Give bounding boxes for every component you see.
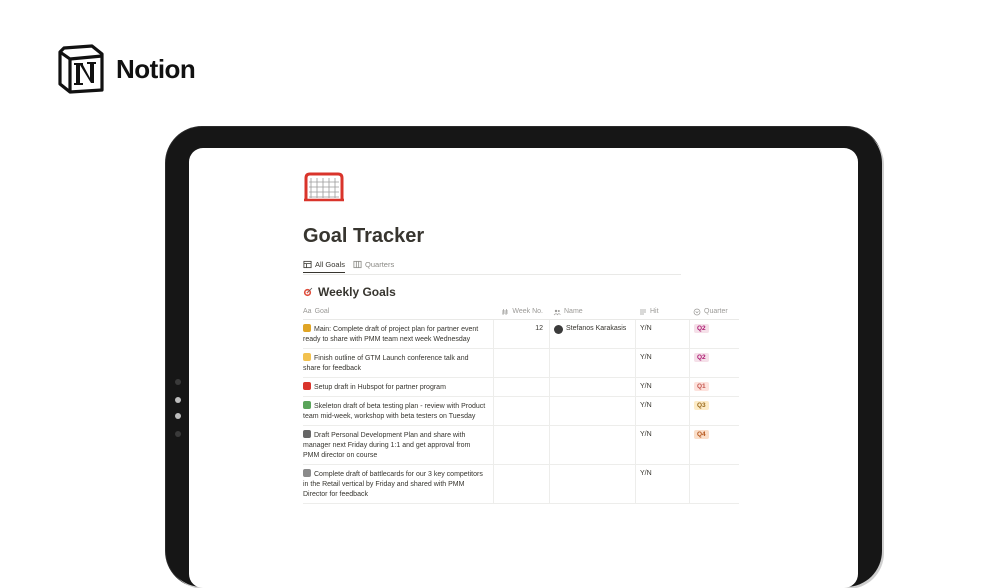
goal-text: Setup draft in Hubspot for partner program	[314, 384, 446, 391]
hit-cell[interactable]	[635, 397, 689, 425]
tablet-frame	[166, 127, 882, 587]
title-property-icon: Aa	[303, 308, 312, 315]
name-cell[interactable]	[549, 397, 635, 425]
table-header	[303, 304, 739, 320]
week-cell[interactable]	[493, 349, 549, 377]
number-icon	[501, 308, 509, 316]
hit-cell[interactable]	[635, 349, 689, 377]
hit-value: Y/N	[640, 383, 652, 390]
trophy-icon	[303, 324, 311, 332]
person-name: Stefanos Karakasis	[566, 325, 627, 332]
side-dot-active	[175, 413, 181, 419]
hit-cell[interactable]	[635, 320, 689, 348]
quarter-tag: Q1	[694, 382, 709, 391]
dart-icon	[303, 287, 313, 297]
eyes-icon	[303, 430, 311, 438]
quarter-cell[interactable]	[689, 320, 739, 348]
section-title: Weekly Goals	[318, 285, 396, 299]
quarter-tag: Q2	[694, 324, 709, 333]
table-row[interactable]	[303, 349, 739, 378]
tablet-screen	[189, 148, 858, 588]
avatar	[554, 325, 563, 334]
person-chip[interactable]	[554, 324, 635, 334]
week-cell[interactable]	[493, 426, 549, 464]
hit-value: Y/N	[640, 354, 652, 361]
week-cell[interactable]	[493, 465, 549, 503]
column-label: Name	[564, 308, 583, 315]
table-row[interactable]	[303, 320, 739, 349]
week-number: 12	[535, 325, 543, 332]
column-label: Quarter	[704, 308, 728, 315]
quarter-cell[interactable]	[689, 397, 739, 425]
goal-cell[interactable]	[303, 426, 493, 464]
name-cell[interactable]	[549, 465, 635, 503]
goal-text: Main: Complete draft of project plan for partner event ready to share with PMM team next week Wednesday	[303, 326, 479, 343]
board-icon	[353, 260, 362, 269]
table-row[interactable]	[303, 397, 739, 426]
hit-value: Y/N	[640, 431, 652, 438]
sprout-icon	[303, 401, 311, 409]
goal-net-icon[interactable]	[303, 172, 345, 202]
hit-value: Y/N	[640, 470, 652, 477]
brand-name: Notion	[116, 53, 196, 84]
column-header-goal[interactable]	[303, 308, 493, 315]
column-header-name[interactable]	[549, 308, 635, 316]
tab-quarters[interactable]	[353, 257, 394, 272]
goal-cell[interactable]	[303, 378, 493, 396]
view-tabs	[303, 257, 681, 275]
column-label: Goal	[314, 308, 330, 315]
tab-label: All Goals	[315, 260, 346, 269]
name-cell[interactable]	[549, 349, 635, 377]
table-icon	[303, 260, 312, 269]
tab-all-goals[interactable]	[303, 257, 345, 273]
week-cell[interactable]	[493, 378, 549, 396]
gift-icon	[303, 382, 311, 390]
goal-text: Complete draft of battlecards for our 3 key competitors in the Retail vertical by Friday and shared with PMM Director for feedback	[303, 471, 483, 498]
column-header-week[interactable]	[493, 308, 549, 316]
goal-text: Skeleton draft of beta testing plan - review with Product team mid-week, workshop with beta testers on Tuesday	[303, 403, 486, 420]
side-dot-active	[175, 397, 181, 403]
goal-text: Draft Personal Development Plan and share with manager next Friday during 1:1 and get approval from PMM director on course	[303, 432, 471, 459]
side-dot	[175, 431, 181, 437]
hit-cell[interactable]	[635, 426, 689, 464]
table-row[interactable]	[303, 465, 739, 504]
table-row[interactable]	[303, 426, 739, 465]
quarter-cell[interactable]	[689, 426, 739, 464]
goal-cell[interactable]	[303, 465, 493, 503]
quarter-cell[interactable]	[689, 465, 739, 503]
page-title: Goal Tracker	[303, 225, 425, 247]
column-label: Hit	[650, 308, 659, 315]
section-heading	[303, 284, 733, 300]
week-cell[interactable]	[493, 320, 549, 348]
goal-cell[interactable]	[303, 320, 493, 348]
column-label: Week No.	[512, 308, 543, 315]
text-icon	[639, 308, 647, 316]
column-header-quarter[interactable]	[689, 308, 739, 316]
column-header-hit[interactable]	[635, 308, 689, 316]
wave-icon	[303, 353, 311, 361]
notion-brand	[56, 41, 195, 97]
side-dot	[175, 379, 181, 385]
quarter-cell[interactable]	[689, 349, 739, 377]
hit-value: Y/N	[640, 325, 652, 332]
hit-cell[interactable]	[635, 465, 689, 503]
name-cell[interactable]	[549, 320, 635, 348]
quarter-tag: Q4	[694, 430, 709, 439]
week-cell[interactable]	[493, 397, 549, 425]
people-icon	[553, 308, 561, 316]
select-icon	[693, 308, 701, 316]
quarter-tag: Q3	[694, 401, 709, 410]
page-content	[303, 172, 733, 504]
goals-table	[303, 304, 739, 504]
hit-value: Y/N	[640, 402, 652, 409]
goal-cell[interactable]	[303, 397, 493, 425]
quarter-cell[interactable]	[689, 378, 739, 396]
swords-icon	[303, 469, 311, 477]
hit-cell[interactable]	[635, 378, 689, 396]
quarter-tag: Q2	[694, 353, 709, 362]
name-cell[interactable]	[549, 426, 635, 464]
name-cell[interactable]	[549, 378, 635, 396]
notion-logo-icon	[56, 42, 108, 96]
tab-label: Quarters	[365, 260, 395, 269]
table-body	[303, 320, 739, 504]
table-row[interactable]	[303, 378, 739, 397]
goal-text: Finish outline of GTM Launch conference talk and share for feedback	[303, 355, 469, 372]
goal-cell[interactable]	[303, 349, 493, 377]
